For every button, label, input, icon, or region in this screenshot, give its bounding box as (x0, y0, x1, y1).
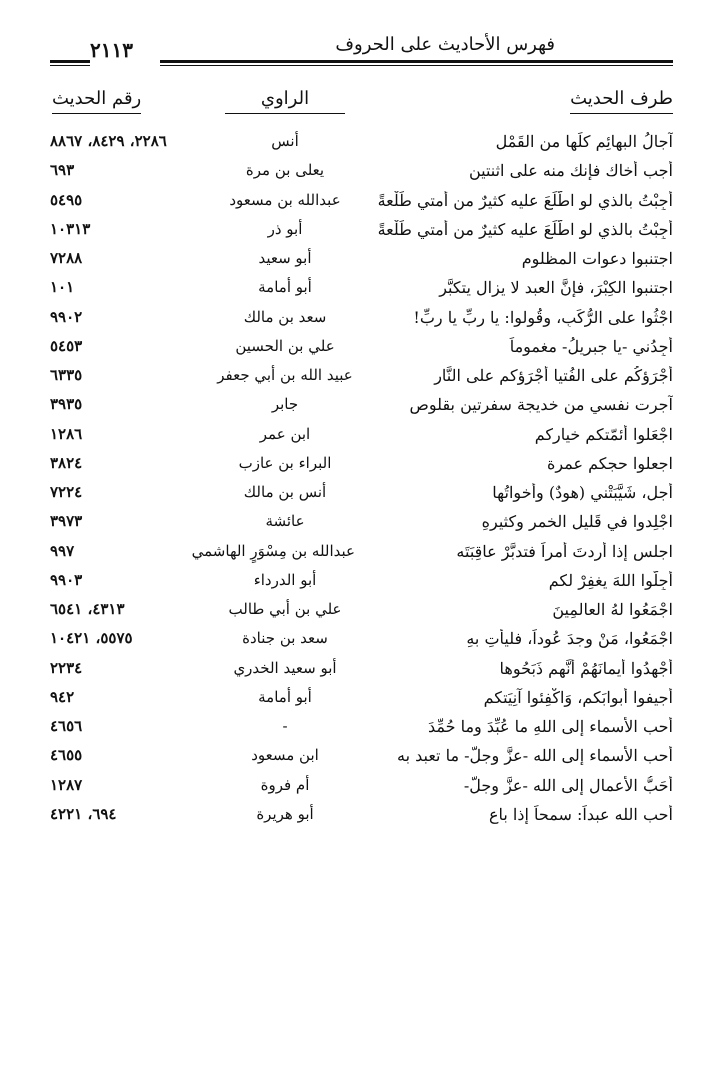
hadith-cell: أَجْهِدُوا أيمانَهُمْ أنَّهم ذَبَحُوها (499, 658, 673, 678)
hadith-cell: أحب الأسماء إلى الله -عزَّ وجلَّ- ما تعبد به (396, 746, 673, 766)
header-rule-thin-left (50, 65, 90, 66)
table-row (0, 132, 703, 161)
table-row (0, 629, 703, 658)
column-header-underline (52, 113, 141, 114)
narrator-cell: عبدالله بن مسعود (229, 190, 341, 209)
hadith-cell: اجتنبوا دعوات المظلوم (521, 249, 673, 268)
hadith-cell: اجتنبوا الكِبْرَ، فإنَّ العبد لا يزال يتكبَّر (439, 278, 673, 298)
hadith-cell: آجرت نفسي من خديجة سفرتين بقلوصٍ (409, 395, 673, 415)
hadith-cell: أجب أخاك فإنك منه على اثنتين (468, 161, 673, 181)
hadith-cell: اجْعَلوا أئمّتكم خياركم (534, 424, 673, 444)
hadith-number-cell: ٢٢٣٤ (50, 658, 83, 677)
hadith-number-cell: ٥٤٩٥ (50, 190, 83, 209)
narrator-cell: أم فروة (260, 775, 310, 794)
hadith-cell: أجيفوا أبوابَكم، وَاكْفِئوا آنِيَتكم (483, 687, 673, 707)
table-row (0, 600, 703, 629)
narrator-cell: البراء بن عازب (238, 453, 332, 472)
header-rule-thick-left (50, 60, 90, 63)
table-row (0, 512, 703, 541)
narrator-cell: أبو سعيد الخدري (233, 658, 337, 677)
column-header-hadith (570, 88, 673, 116)
table-row (0, 161, 703, 190)
hadith-number-cell: ٩٩٠٢ (50, 307, 83, 326)
narrator-cell: ابن عمر (259, 424, 311, 443)
hadith-cell: أُجِبْتُ بالذي لو اطَّلَعَ عليه كثيرٌ من أمتي طَلْعةً (377, 190, 673, 210)
index-table (0, 132, 703, 834)
table-row (0, 308, 703, 337)
table-row (0, 220, 703, 249)
hadith-cell: أَحَبُّ الأعمالِ إلى الله -عزَّ وجلَّ- (463, 775, 673, 795)
hadith-cell: اجْثُوا على الرُّكَبِ، وقُولوا: يا ربِّ يا ربِّ! (413, 307, 673, 327)
hadith-cell: أجل، شَيَّبَتْني (هودٌ) وأخواتُها (492, 483, 673, 502)
hadith-number-cell: ٣٩٣٥ (50, 395, 83, 414)
hadith-cell: اجلس إذا أردتَ أمراً فتدبَّرْ عاقِبَتَه (456, 541, 673, 561)
hadith-number-cell: ٩٤٢ (50, 687, 75, 706)
table-row (0, 717, 703, 746)
table-row (0, 746, 703, 775)
hadith-cell: أحب الله عبداً: سمحاً إذا باع (488, 804, 673, 824)
hadith-cell: اجْلِدوا في قَليلِ الخمر وكثيرِهِ (481, 512, 673, 532)
table-row (0, 805, 703, 834)
hadith-cell: أحب الأسماء إلى اللهِ ما عُبِّدَ وما حُمِّدَ (427, 717, 673, 736)
column-header-number (52, 88, 141, 116)
hadith-cell: أَجِلُّوا اللهَ يغفِرْ لكم (548, 570, 673, 590)
hadith-number-cell: ١٠١ (50, 278, 75, 297)
narrator-cell: أنس (271, 132, 299, 150)
narrator-cell: عبيد الله بن أبي جعفر (217, 366, 353, 384)
column-header-underline (225, 113, 345, 114)
table-row (0, 278, 703, 307)
page-title: فهرس الأحاديث على الحروف (335, 34, 555, 55)
hadith-number-cell: ٢٢٨٦، ٨٤٢٩، ٨٨٦٧ (50, 132, 167, 150)
narrator-cell: أبو أمامة (258, 687, 312, 706)
hadith-cell: أَجِدُني -يا جبريلُ- مغموماً (509, 336, 673, 356)
table-row (0, 337, 703, 366)
hadith-number-cell: ٩٩٠٣ (50, 570, 83, 589)
hadith-number-cell: ٣٨٢٤ (50, 453, 83, 472)
narrator-cell: أبو سعيد (258, 249, 312, 267)
column-header-underline (570, 113, 673, 114)
narrator-cell: جابر (271, 395, 299, 414)
table-row (0, 249, 703, 278)
table-row (0, 425, 703, 454)
table-row (0, 191, 703, 220)
narrator-cell: سعد بن جنادة (242, 629, 328, 648)
table-row (0, 659, 703, 688)
hadith-cell: آجالُ البهائِم كلِّها من القَمْلِ (495, 132, 673, 151)
hadith-cell: اجعلوا حجكم عمرة (547, 453, 673, 473)
narrator-cell: علي بن أبي طالب (228, 600, 342, 618)
narrator-cell: يعلى بن مرة (245, 161, 325, 180)
hadith-number-cell: ٤٦٥٦ (50, 717, 83, 735)
hadith-number-cell: ٩٩٧ (50, 541, 75, 560)
hadith-number-cell: ١٠٣١٣ (50, 219, 91, 238)
narrator-cell: أنس بن مالك (243, 483, 327, 501)
hadith-number-cell: ٧٢٨٨ (50, 249, 83, 267)
table-row (0, 542, 703, 571)
narrator-cell: سعد بن مالك (243, 307, 327, 326)
table-row (0, 395, 703, 424)
header-rule-thin-right (160, 65, 673, 66)
header-rule-thick-right (160, 60, 673, 63)
hadith-cell: أُجِبْتُ بالذي لو اطَّلَعَ عليه كثيرٌ من أمتي طَلْعةً (377, 219, 673, 239)
narrator-cell: أبو ذر (267, 219, 303, 238)
column-header-rawi (225, 88, 345, 116)
column-header-rawi-label: الراوي (260, 88, 310, 109)
hadith-number-cell: ٤٦٥٥ (50, 746, 83, 765)
narrator-cell: أبو أمامة (258, 278, 312, 297)
table-row (0, 688, 703, 717)
column-header-hadith-label: طرف الحديث (570, 88, 673, 109)
table-row (0, 571, 703, 600)
narrator-cell: عبدالله بن مِسْوَرٍ الهاشمي (191, 541, 355, 560)
hadith-number-cell: ٦٩٣ (50, 161, 75, 180)
hadith-number-cell: ٣٩٧٣ (50, 512, 83, 531)
narrator-cell: أبو الدرداء (253, 570, 317, 589)
column-header-number-label: رقم الحديث (52, 88, 142, 109)
hadith-number-cell: ٤٣١٣، ٦٥٤١ (50, 600, 125, 618)
table-row (0, 366, 703, 395)
narrator-cell: عائشة (265, 512, 305, 531)
narrator-cell: علي بن الحسين (235, 336, 335, 355)
hadith-number-cell: ١٢٨٧ (50, 775, 83, 794)
narrator-cell: ابن مسعود (251, 746, 319, 765)
hadith-cell: اجْمَعُوا، مَنْ وجدَ عُوداً، فليأتِ بهِ (466, 629, 673, 649)
page-number: ٢١١٣ (90, 38, 133, 62)
table-row (0, 454, 703, 483)
table-row (0, 776, 703, 805)
hadith-number-cell: ٥٤٥٣ (50, 336, 83, 355)
narrator-cell: أبو هريرة (256, 804, 314, 823)
hadith-cell: أَجْرَؤكُم على الفُتيا أجْرَؤكم على النَّارِ (434, 366, 673, 385)
hadith-number-cell: ١٢٨٦ (50, 424, 83, 443)
hadith-number-cell: ٦٣٣٥ (50, 366, 83, 384)
hadith-number-cell: ٦٩٤، ٤٢٢١ (50, 804, 117, 823)
table-row (0, 483, 703, 512)
hadith-number-cell: ٥٥٧٥، ١٠٤٢١ (50, 629, 133, 648)
hadith-number-cell: ٧٢٢٤ (50, 483, 83, 501)
narrator-cell: - (282, 717, 288, 735)
hadith-cell: اجْمَعُوا لهُ العالمِينَ (552, 600, 673, 619)
page-header (50, 30, 673, 66)
